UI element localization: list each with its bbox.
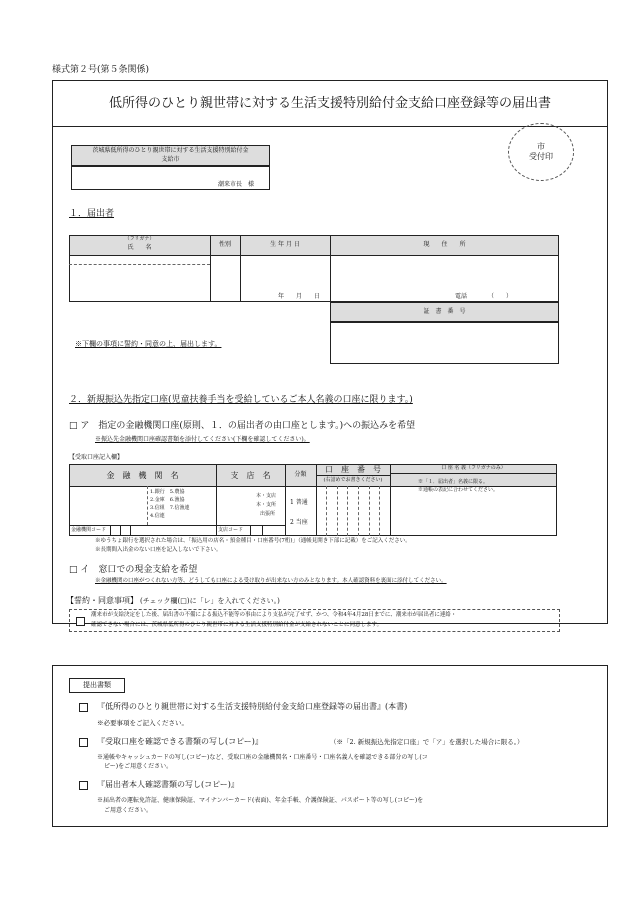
account-holder-label: 口 座 名 義（フリガナのみ） [441, 465, 506, 471]
pledge-text-2: 確認できない場合には、茨城県低所得のひとり親世帯に対する生活支援特別給付金が支給されないことに同意します。 [91, 622, 383, 628]
account-type-ordinary: 1 普通 [290, 499, 308, 506]
documents-label: 提出書類 [83, 681, 111, 689]
doc1-title: 『低所得のひとり親世帯に対する生活支援特別給付金支給口座登録等の届出書』(本書) [97, 702, 408, 711]
furigana-label: （フリガナ） [124, 236, 155, 242]
doc2-condition: （※「2. 新規振込先指定口座」で「ア」を選択した場合に限る。） [330, 738, 524, 746]
branch-type-2: 本・支所 [256, 502, 277, 508]
bank-type-3: 3.信組 7.信漁連 [150, 505, 190, 511]
holder-note-2: ※通帳の表記に合わせてください。 [418, 487, 499, 493]
stamp-label-reception: 受付印 [529, 152, 553, 161]
pledge-text-1: 潮来市が支給決定をした後、届出書の不備による振込不能等の事由により支払が完了せず、かつ、令和4年4月28日までに、潮来市が届出者に連絡・ [91, 612, 457, 618]
branch-name-label: 支 店 名 [230, 471, 271, 480]
doc3-checkbox[interactable] [79, 781, 88, 790]
stamp-label-city: 市 [537, 142, 545, 151]
addressee-line2: 支給市 [161, 156, 180, 163]
form-title: 低所得のひとり親世帯に対する生活支援特別給付金支給口座登録等の届出書 [108, 96, 551, 111]
account-number-label: 口 座 番 号 [325, 465, 381, 474]
bank-code-label: 金融機関コード [71, 527, 107, 533]
cert-number-label: 証 書 番 号 [423, 308, 466, 315]
section2-heading: ２．新規振込先指定口座(児童扶養手当を受給しているご本人名義の口座に限ります。) [69, 395, 413, 405]
doc1-note: ※必要事項をご記入ください。 [97, 719, 188, 727]
option-b-note: ※金融機関の口座がつくれない方等、どうしても口座による受け取りが出来ない方のみとなります。本人確認資料を裏面に添付してください。 [95, 578, 447, 584]
table-note-2: ※長期間入出金のない口座を記入しないで下さい。 [95, 547, 222, 553]
pledge-checkbox[interactable] [76, 617, 85, 626]
doc3-note-1: ※届出者の運転免許証、健康保険証、マイナンバーカード(表面)、年金手帳、介護保険証、パスポート等の写し(コピー)を [97, 797, 424, 804]
address-label: 現 住 所 [423, 241, 466, 248]
branch-code-label: 支店コード [218, 527, 244, 533]
holder-note-1: ※「１．届出者」名義に限る。 [418, 479, 489, 485]
pledge-notice: ※下欄の事項に誓約・同意の上、届出します。 [75, 340, 222, 348]
account-type-label: 分類 [294, 471, 307, 478]
bank-type-2: 2.金庫 6.漁協 [150, 497, 185, 503]
option-b-label[interactable]: □ イ 窓口での現金支給を希望 [69, 565, 198, 575]
doc2-note-2: ピー)をご用意ください。 [104, 763, 173, 770]
addressee-line1: 茨城県低所得のひとり親世帯に対する生活支援特別給付金 [92, 147, 249, 154]
account-type-current: 2 当座 [290, 519, 308, 526]
form-number: 様式第２号(第５条関係) [52, 65, 150, 75]
pledge-heading: 【誓約・同意事項】 [66, 596, 138, 605]
table-note-1: ※ゆうちょ銀行を選択された場合は、｢振込用の店名・預金種目・口座番号(7桁)｣（通帳見開き下部に記載）をご記入ください。 [95, 538, 411, 544]
phone-label: 電話 （ ） [455, 293, 513, 300]
option-a-note: ※振込先金融機関口座確認書類を添付してください(下欄を確認してください)。 [95, 436, 310, 443]
section1-heading: １．届出者 [69, 209, 115, 219]
name-label: 氏 名 [127, 244, 152, 251]
birthdate-ymd: 年 月 日 [278, 293, 321, 300]
bank-type-4: 4.信連 [150, 513, 165, 519]
bank-type-1: 1.銀行 5.農協 [150, 489, 185, 495]
doc1-checkbox[interactable] [79, 703, 88, 712]
doc3-note-2: ご用意ください。 [104, 807, 153, 814]
account-table-label: 【受取口座記入欄】 [69, 454, 124, 461]
doc3-title: 『届出者本人確認書類の写し(コピー)』 [97, 780, 239, 789]
addressee-mayor: 潮来市長 様 [218, 181, 255, 188]
bank-name-label: 金 融 機 関 名 [106, 471, 179, 480]
doc2-note-1: ※通帳やキャッシュカードの写し(コピー)など、受取口座の金融機関名・口座番号・口座名義人を確認できる部分の写し(コ [97, 754, 428, 761]
doc2-title: 『受取口座を確認できる書類の写し(コピー)』 [97, 737, 263, 746]
option-a-label[interactable]: □ ア 指定の金融機関口座(原則、１．の届出者の由口座とします。)への振込みを希望 [69, 421, 416, 431]
branch-type-3: 出張所 [260, 511, 276, 517]
pledge-instruction: (チェック欄(□)に「レ」を入れてください。) [140, 597, 280, 605]
birthdate-label: 生 年 月 日 [270, 241, 300, 248]
doc2-checkbox[interactable] [79, 738, 88, 747]
branch-type-1: 本・支店 [256, 493, 277, 499]
cert-number-field[interactable] [330, 322, 559, 364]
account-number-sub: (右詰めでお書きください) [323, 477, 383, 483]
gender-label: 性別 [218, 241, 231, 248]
